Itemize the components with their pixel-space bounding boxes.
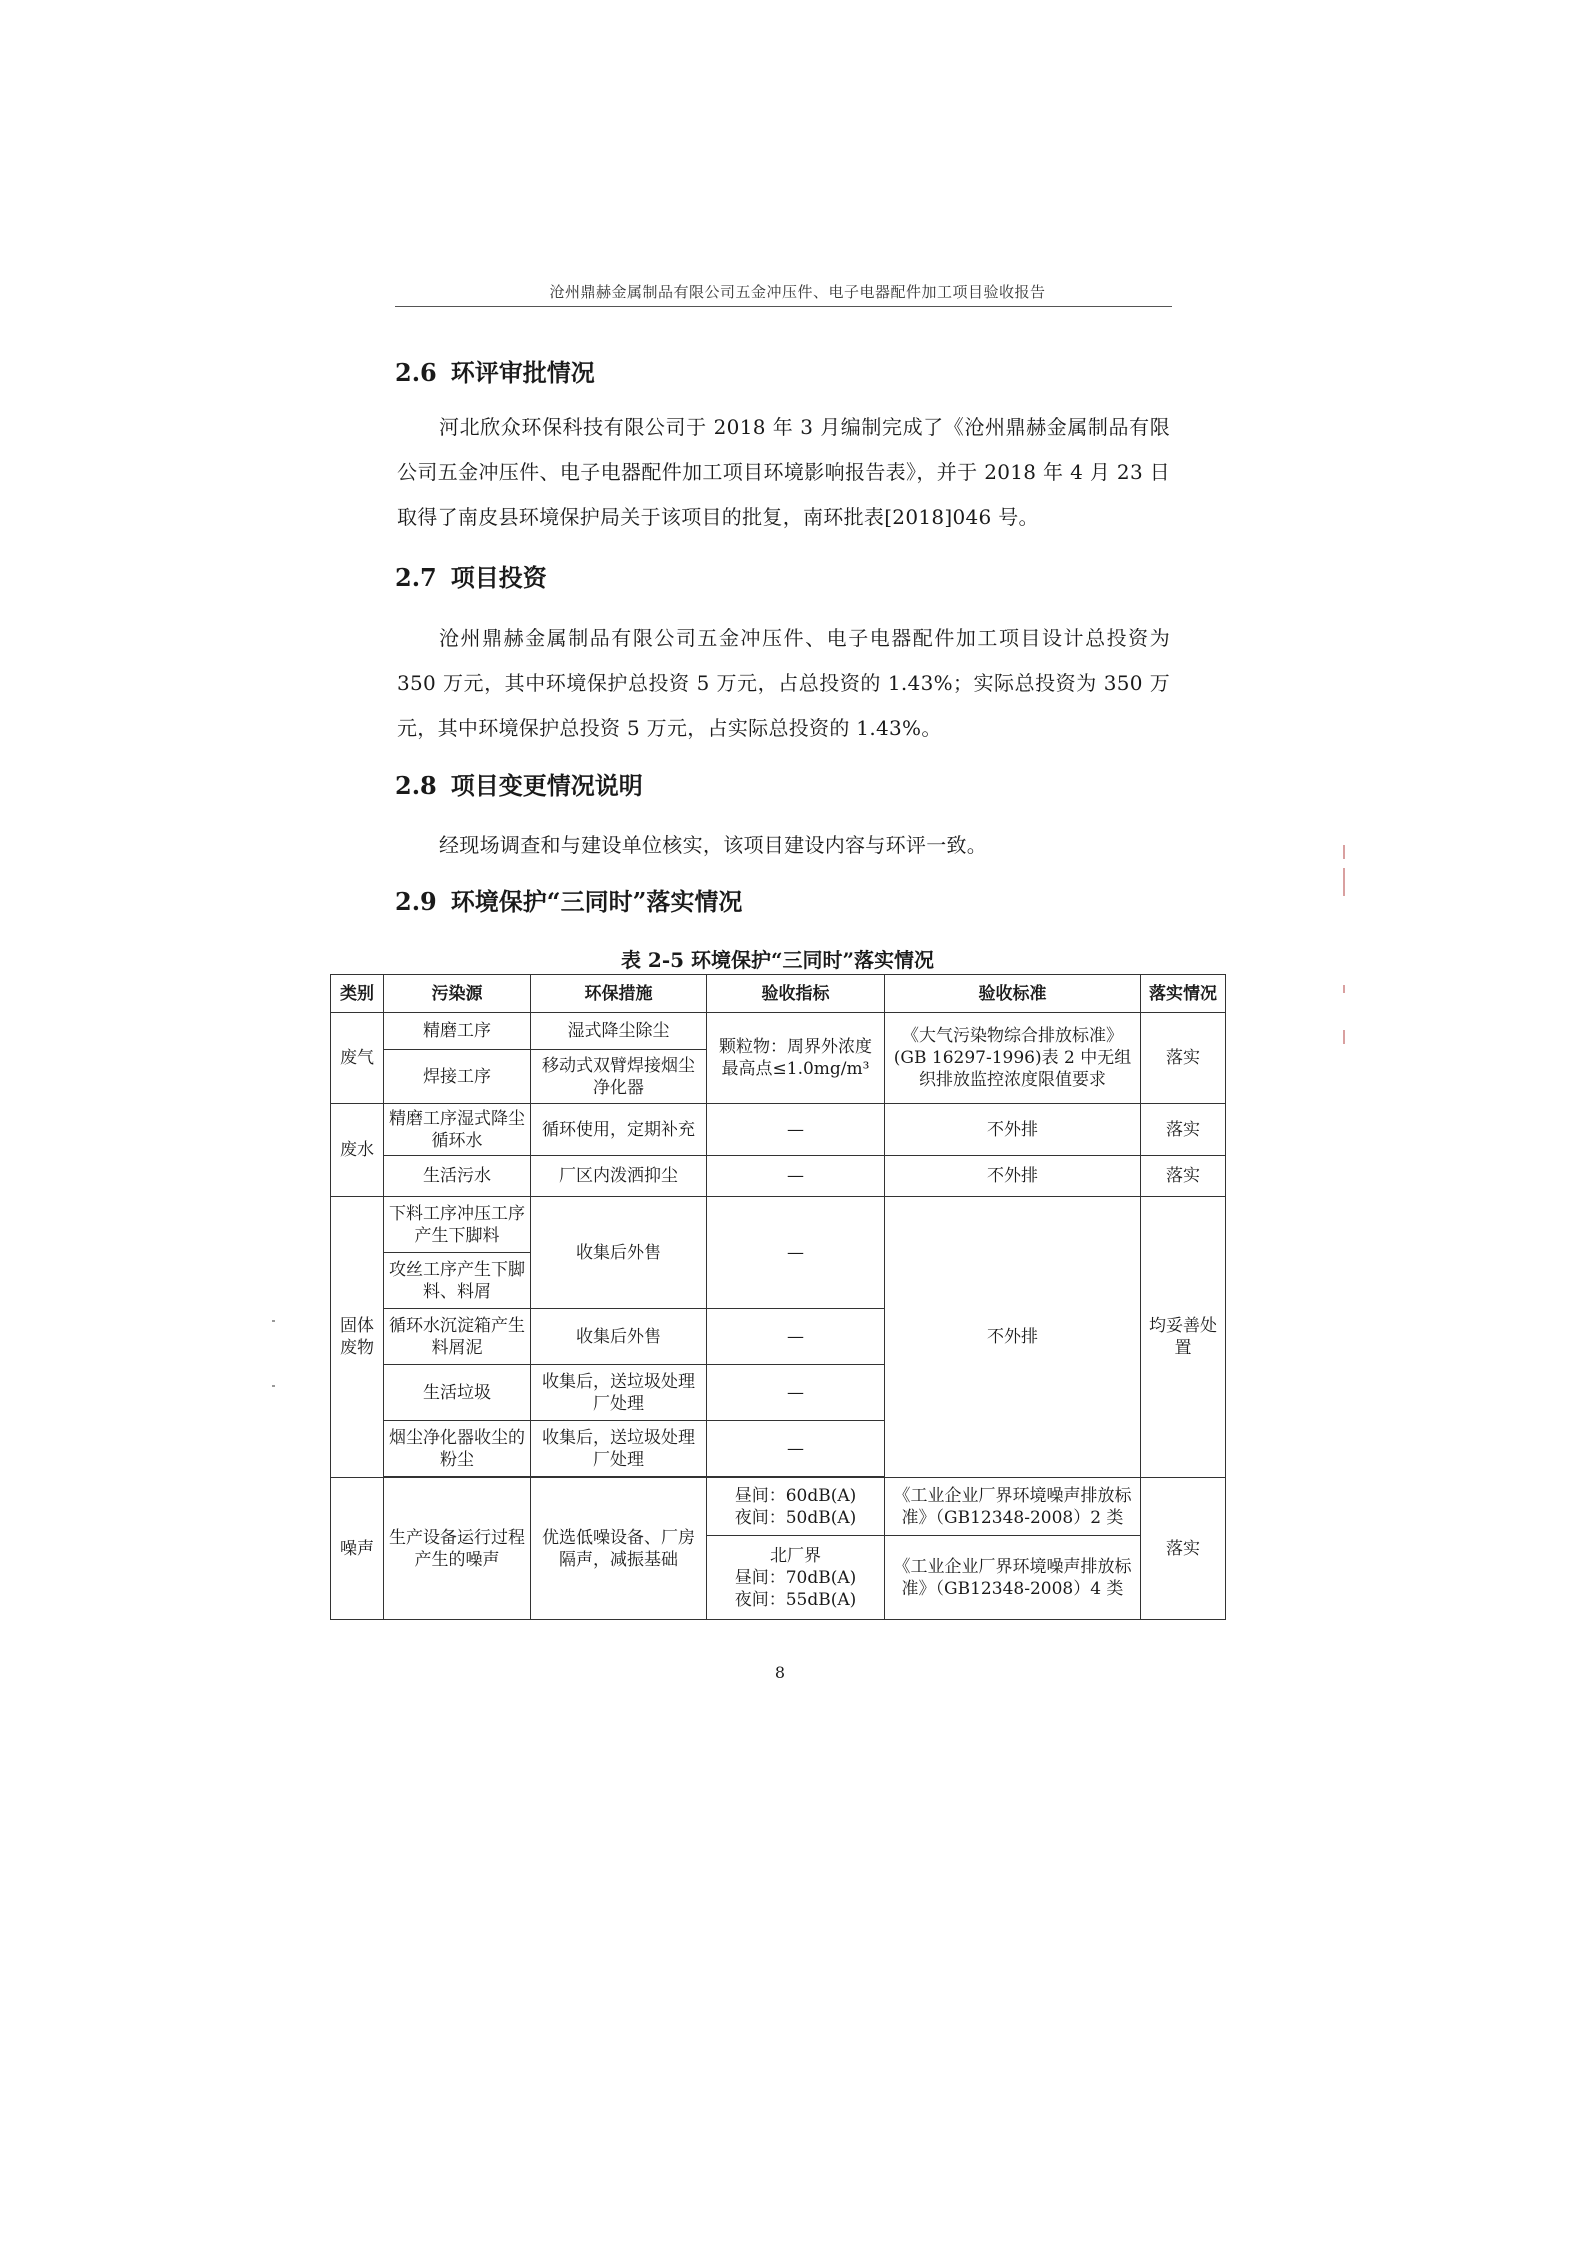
cell-measure: 优选低噪设备、厂房隔声，减振基础	[531, 1478, 707, 1620]
section-heading-2-8	[395, 771, 643, 801]
cell-category-water: 废水	[331, 1104, 384, 1197]
table-row	[331, 1478, 1226, 1536]
cell-source: 攻丝工序产生下脚料、料屑	[384, 1253, 531, 1309]
cell-source: 循环水沉淀箱产生料屑泥	[384, 1309, 531, 1365]
scan-mark	[1343, 868, 1345, 896]
scan-mark	[1343, 985, 1345, 993]
cell-standard: 《工业企业厂界环境噪声排放标准》（GB12348-2008）2 类	[885, 1478, 1141, 1536]
page-number: 8	[774, 1663, 786, 1682]
indicator-line: 昼间：60dB(A)	[734, 1485, 857, 1506]
header-measure: 环保措施	[531, 975, 707, 1013]
cell-category-solid: 固体废物	[331, 1197, 384, 1478]
cell-indicator	[707, 1478, 885, 1536]
cell-status: 落实	[1141, 1013, 1226, 1104]
cell-source: 生活污水	[384, 1156, 531, 1197]
scan-mark	[1343, 1030, 1345, 1044]
section-title: 环评审批情况	[450, 358, 595, 387]
cell-indicator: —	[707, 1104, 885, 1156]
table-row	[331, 1197, 1226, 1253]
cell-standard: 《大气污染物综合排放标准》(GB 16297-1996)表 2 中无组织排放监控浓度限值要求	[885, 1013, 1141, 1104]
cell-status: 落实	[1141, 1156, 1226, 1197]
header-indicator: 验收指标	[707, 975, 885, 1013]
cell-measure: 收集后外售	[531, 1309, 707, 1365]
cell-standard: 不外排	[885, 1197, 1141, 1478]
section-heading-2-7	[395, 563, 547, 593]
section-number: 2.8	[395, 771, 437, 800]
cell-source: 烟尘净化器收尘的粉尘	[384, 1421, 531, 1477]
cell-standard: 《工业企业厂界环境噪声排放标准》（GB12348-2008）4 类	[885, 1536, 1141, 1620]
cell-indicator: —	[707, 1421, 885, 1477]
section-body-2-6: 河北欣众环保科技有限公司于 2018 年 3 月编制完成了《沧州鼎赫金属制品有限公司五金冲压件、电子电器配件加工项目环境影响报告表》，并于 2018 年 4 月 23 日取得了南皮县环境保护局关于该项目的批复，南环批表[2018]046 号。	[397, 415, 1170, 529]
cell-source: 精磨工序湿式降尘循环水	[384, 1104, 531, 1156]
cell-indicator: —	[707, 1156, 885, 1197]
cell-source: 焊接工序	[384, 1050, 531, 1104]
cell-standard: 不外排	[885, 1156, 1141, 1197]
cell-indicator: —	[707, 1365, 885, 1421]
section-number: 2.6	[395, 358, 437, 387]
table-header-row	[331, 975, 1226, 1013]
table-row	[331, 1156, 1226, 1197]
three-simultaneous-table	[330, 974, 1226, 1620]
header-rule	[395, 306, 1172, 307]
cell-source: 生活垃圾	[384, 1365, 531, 1421]
cell-measure: 循环使用，定期补充	[531, 1104, 707, 1156]
table-row	[331, 1104, 1226, 1156]
cell-measure: 移动式双臂焊接烟尘净化器	[531, 1050, 707, 1104]
cell-indicator: —	[707, 1309, 885, 1365]
cell-measure: 湿式降尘除尘	[531, 1013, 707, 1050]
scan-dot	[272, 1320, 275, 1322]
section-body-2-8: 经现场调查和与建设单位核实，该项目建设内容与环评一致。	[439, 833, 988, 857]
cell-indicator	[707, 1536, 885, 1620]
scan-mark	[1343, 845, 1345, 859]
cell-measure: 收集后，送垃圾处理厂处理	[531, 1365, 707, 1421]
cell-source: 生产设备运行过程产生的噪声	[384, 1478, 531, 1620]
cell-measure: 收集后，送垃圾处理厂处理	[531, 1421, 707, 1477]
header-standard: 验收标准	[885, 975, 1141, 1013]
section-title: 项目变更情况说明	[450, 771, 643, 800]
section-number: 2.9	[395, 887, 437, 916]
cell-indicator: 颗粒物：周界外浓度最高点≤1.0mg/m³	[707, 1013, 885, 1104]
indicator-line: 北厂界	[770, 1545, 821, 1566]
section-title: 环境保护“三同时”落实情况	[450, 887, 743, 916]
running-header: 沧州鼎赫金属制品有限公司五金冲压件、电子电器配件加工项目验收报告	[549, 283, 1046, 301]
table-caption: 表 2-5 环境保护“三同时”落实情况	[620, 948, 935, 972]
header-status: 落实情况	[1141, 975, 1226, 1013]
table-row	[331, 1013, 1226, 1050]
section-heading-2-9	[395, 887, 742, 917]
cell-category-noise: 噪声	[331, 1478, 384, 1620]
header-category: 类别	[331, 975, 384, 1013]
cell-status: 落实	[1141, 1478, 1226, 1620]
cell-status: 均妥善处置	[1141, 1197, 1226, 1478]
cell-source: 精磨工序	[384, 1013, 531, 1050]
indicator-line: 夜间：55dB(A)	[734, 1589, 857, 1610]
section-heading-2-6	[395, 358, 595, 388]
cell-measure: 厂区内泼洒抑尘	[531, 1156, 707, 1197]
indicator-line: 昼间：70dB(A)	[734, 1567, 857, 1588]
section-title: 项目投资	[450, 563, 547, 592]
indicator-line: 夜间：50dB(A)	[734, 1507, 857, 1528]
cell-status: 落实	[1141, 1104, 1226, 1156]
header-source: 污染源	[384, 975, 531, 1013]
cell-indicator: —	[707, 1197, 885, 1309]
scan-dot	[272, 1385, 275, 1387]
cell-standard: 不外排	[885, 1104, 1141, 1156]
cell-measure: 收集后外售	[531, 1197, 707, 1309]
section-body-2-7: 沧州鼎赫金属制品有限公司五金冲压件、电子电器配件加工项目设计总投资为 350 万元，其中环境保护总投资 5 万元，占总投资的 1.43%；实际总投资为 350 万元，其中环境保护总投资 5 万元，占实际总投资的 1.43%。	[397, 626, 1170, 740]
cell-source: 下料工序冲压工序产生下脚料	[384, 1197, 531, 1253]
section-number: 2.7	[395, 563, 437, 592]
cell-category-gas: 废气	[331, 1013, 384, 1104]
